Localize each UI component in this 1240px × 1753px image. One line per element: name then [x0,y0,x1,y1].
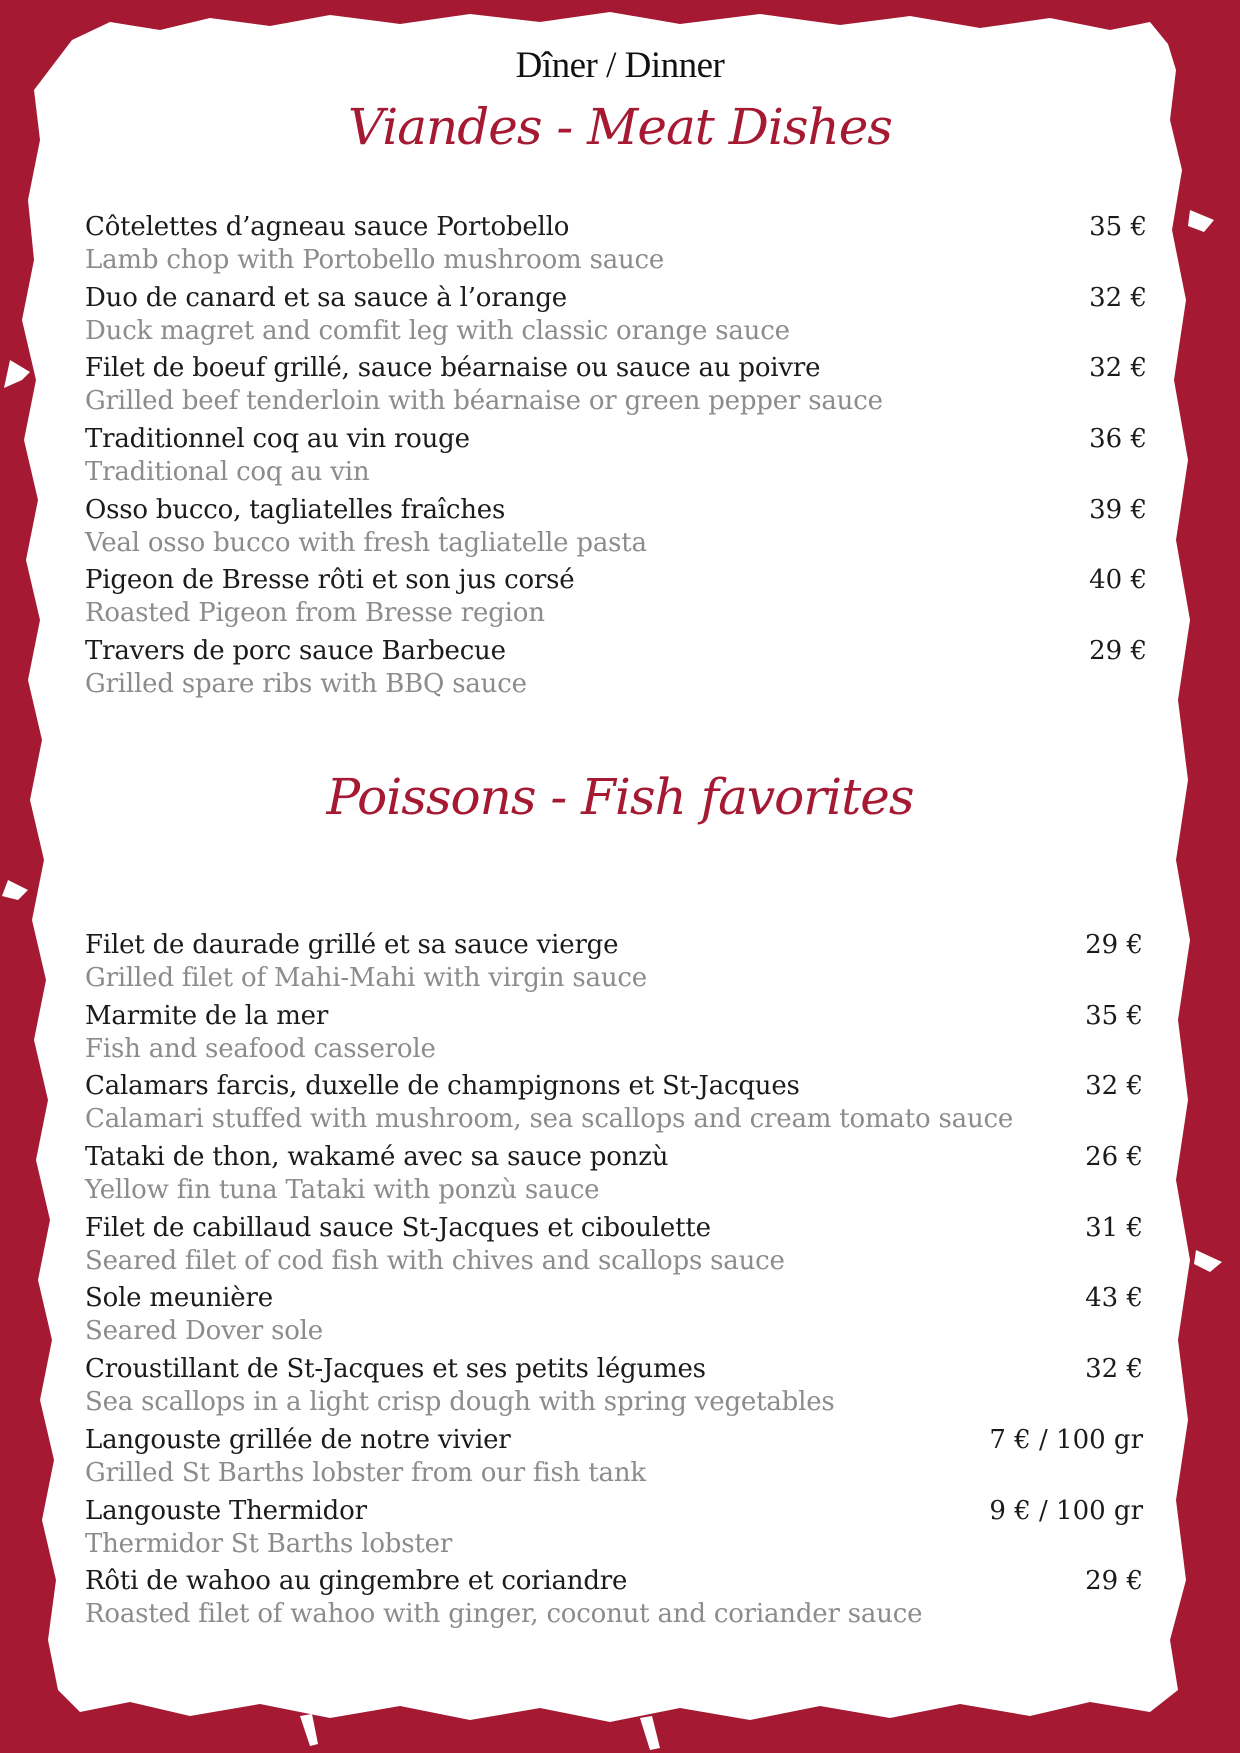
dish-price: 43 € [1085,1283,1143,1314]
dish-name: Filet de daurade grillé et sa sauce vierge [85,930,619,960]
dish-price: 29 € [1089,636,1147,667]
menu-item [85,353,1147,424]
dish-price: 35 € [1085,1000,1143,1031]
dish-price: 32 € [1089,282,1147,313]
menu-item [85,1142,1143,1213]
dish-price: 9 € / 100 gr [989,1495,1143,1526]
dish-price: 29 € [1085,930,1143,960]
dish-price: 31 € [1085,1212,1143,1243]
dish-description: Seared filet of cod fish with chives and scallops sauce [85,1245,785,1276]
dish-name: Langouste Thermidor [85,1495,367,1526]
dish-price: 7 € / 100 gr [989,1424,1143,1455]
menu-item [85,283,1147,354]
dish-name: Sole meunière [85,1283,273,1314]
dish-price: 32 € [1085,1071,1143,1102]
dish-price: 40 € [1089,565,1147,596]
dish-name: Filet de cabillaud sauce St-Jacques et ciboulette [85,1212,711,1243]
menu-item [85,1283,1143,1354]
dish-name: Côtelettes d’agneau sauce Portobello [85,212,570,242]
dish-name: Langouste grillée de notre vivier [85,1424,511,1455]
menu-item [85,424,1147,495]
fish-section-title: Poissons - Fish favorites [326,768,914,826]
dish-description: Duck magret and comfit leg with classic orange sauce [85,315,790,346]
meat-items-list [85,212,1147,707]
dish-price: 29 € [1085,1566,1143,1597]
dish-description: Seared Dover sole [85,1316,323,1347]
dish-description: Calamari stuffed with mushroom, sea scallops and cream tomato sauce [85,1104,1014,1135]
dish-name: Marmite de la mer [85,1000,329,1031]
dish-description: Grilled filet of Mahi-Mahi with virgin sauce [85,963,647,993]
dish-name: Rôti de wahoo au gingembre et coriandre [85,1566,628,1597]
menu-item [85,1354,1143,1425]
dish-name: Osso bucco, tagliatelles fraîches [85,494,506,525]
menu-item [85,1496,1143,1567]
menu-item [85,1566,1143,1637]
dish-name: Duo de canard et sa sauce à l’orange [85,282,567,313]
meat-section-title: Viandes - Meat Dishes [348,98,892,156]
fish-items-list [85,930,1143,1637]
dish-price: 32 € [1089,353,1147,384]
dish-description: Lamb chop with Portobello mushroom sauce [85,245,665,275]
menu-item [85,565,1147,636]
dish-name: Croustillant de St-Jacques et ses petits légumes [85,1354,706,1385]
dish-description: Grilled St Barths lobster from our fish tank [85,1457,646,1488]
dish-name: Pigeon de Bresse rôti et son jus corsé [85,565,575,596]
dish-price: 32 € [1085,1354,1143,1385]
menu-item [85,1213,1143,1284]
menu-item [85,212,1147,283]
dish-description: Veal osso bucco with fresh tagliatelle pasta [85,527,647,558]
menu-item [85,1425,1143,1496]
dish-price: 39 € [1089,494,1147,525]
menu-item [85,636,1147,707]
dish-name: Travers de porc sauce Barbecue [85,636,506,667]
dish-description: Roasted Pigeon from Bresse region [85,598,545,629]
dish-description: Yellow fin tuna Tataki with ponzù sauce [85,1175,600,1206]
dish-name: Traditionnel coq au vin rouge [85,424,470,455]
dish-description: Thermidor St Barths lobster [85,1528,453,1559]
dish-price: 36 € [1089,424,1147,455]
dish-description: Sea scallops in a light crisp dough with spring vegetables [85,1387,835,1418]
dish-description: Traditional coq au vin [85,457,370,488]
menu-item [85,1071,1143,1142]
dish-description: Roasted filet of wahoo with ginger, coconut and coriander sauce [85,1599,923,1630]
menu-item [85,930,1143,1001]
dish-name: Tataki de thon, wakamé avec sa sauce ponzù [85,1142,669,1173]
menu-item [85,1001,1143,1072]
menu-title: Dîner / Dinner [515,45,725,86]
menu-item [85,495,1147,566]
dish-description: Grilled beef tenderloin with béarnaise or green pepper sauce [85,386,883,417]
dish-name: Filet de boeuf grillé, sauce béarnaise ou sauce au poivre [85,353,821,384]
dish-price: 35 € [1089,212,1147,242]
dish-description: Grilled spare ribs with BBQ sauce [85,669,527,700]
dish-name: Calamars farcis, duxelle de champignons et St-Jacques [85,1071,800,1102]
dish-description: Fish and seafood casserole [85,1033,436,1064]
dish-price: 26 € [1085,1142,1143,1173]
